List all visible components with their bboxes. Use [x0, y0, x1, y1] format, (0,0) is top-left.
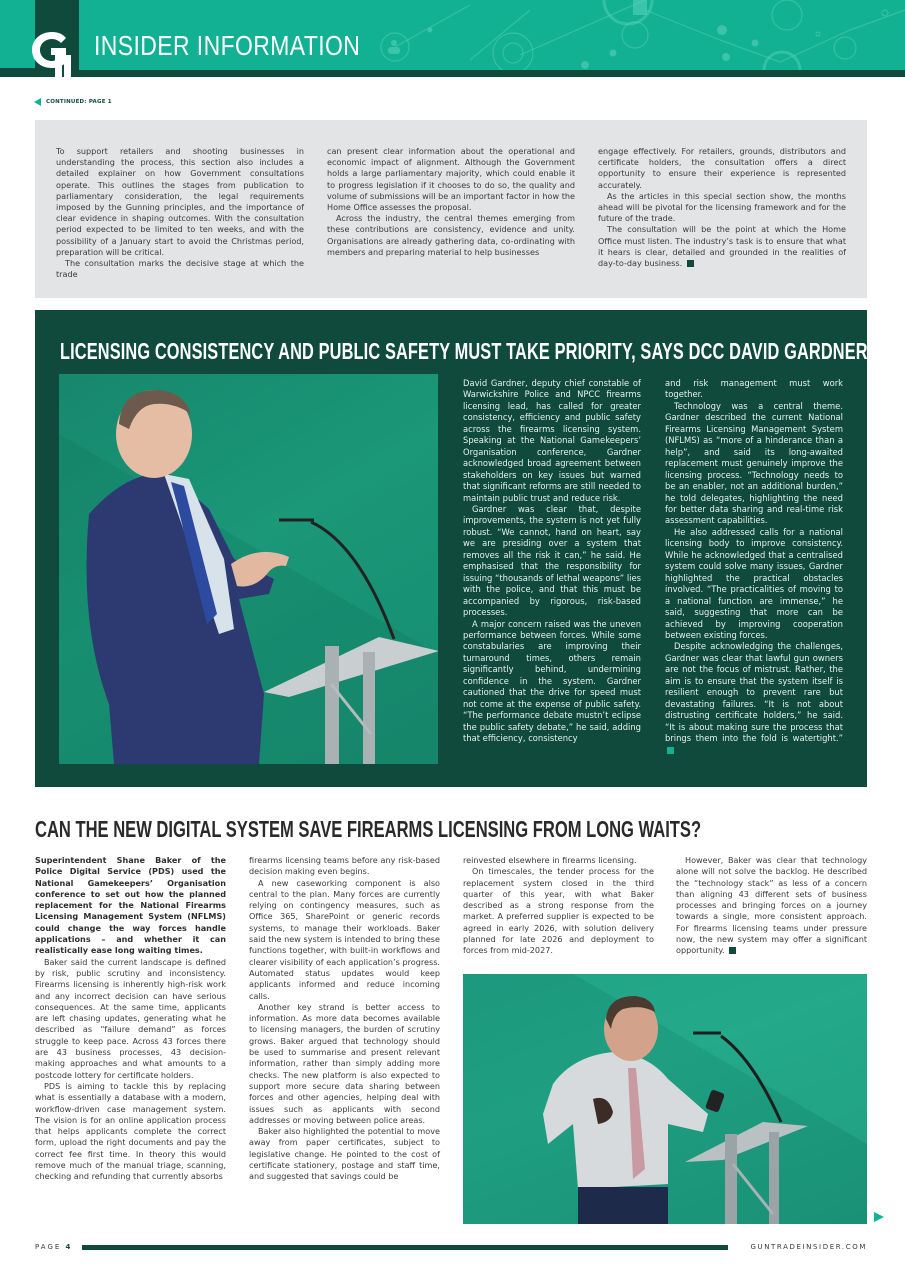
paragraph: As the articles in this special section show, the months ahead will be pivotal for the licensing framework and for the future of the trade. — [598, 190, 846, 224]
section-title: INSIDER INFORMATION — [94, 30, 361, 61]
paragraph: On timescales, the tender process for the replacement system closed in the third quarter of this year, with what Baker described as a strong response from the market. A preferred supplier is expected to be agreed in early 2026, with solution delivery planned for late 2026 and deployment to forces from mid-2027. — [463, 866, 654, 956]
standfirst: Superintendent Shane Baker of the Police Digital Service (PDS) used the National Gamekeepers’ Organisation conference to set out how the planned replacement for the National Firearms Licensing Management System (NFLMS) could change the way forces handle applications – and whether it can realistically ease long waiting times. — [35, 855, 226, 956]
intro-column-2 — [327, 146, 575, 258]
photo-david-gardner — [59, 374, 438, 764]
speaker-illustration-icon — [59, 374, 438, 764]
intro-column-1 — [56, 146, 304, 280]
paragraph: Another key strand is better access to information. As more data becomes available to licensing managers, the burden of scrutiny grows. Baker argued that technology should be used to summarise and present relevant information, rather than simply adding more checks. The new platform is also expected to support more secure data sharing between forces and other agencies, helping deal with issues such as applicants with second addresses or moving between police areas. — [249, 1001, 440, 1125]
footer-rule — [82, 1245, 728, 1250]
intro-continuation-box — [35, 120, 867, 298]
article-column-3 — [463, 855, 654, 957]
article-column-4 — [676, 855, 867, 957]
article-column-1 — [35, 855, 226, 1183]
paragraph: Across the industry, the central themes emerging from these contributions are consistency, evidence and unity. Organisations are already gathering data, co-ordinating with members and preparing material to help businesses — [327, 213, 575, 257]
paragraph: Technology was a central theme. Gardner described the current National Firearms Licensing Management System (NFLMS) as “more of a hinderance than a help”, and said its long-awaited replacement must genuinely improve the licensing process. “Technology needs to be an enabler, not an additional burden,” he told delegates, highlighting the need for better data sharing and real-time risk assessment capabilities. — [665, 400, 843, 526]
paragraph: David Gardner, deputy chief constable of Warwickshire Police and NPCC firearms licensing lead, has called for greater consistency, efficiency and public safety across the firearms licensing system. Speaking at the National Gamekeepers’ Organisation conference, Gardner acknowledged broad agreement between stakeholders on key issues but warned that significant reforms are still needed to maintain public trust and reduce risk. — [463, 378, 641, 503]
arrow-left-icon — [34, 98, 41, 106]
page-number — [35, 1243, 72, 1251]
continue-next-page-arrow-icon[interactable] — [874, 1212, 884, 1222]
paragraph — [676, 855, 867, 957]
paragraph-text: Despite acknowledging the challenges, Gardner was clear that lawful gun owners are not the focus of mistrust. Rather, the aim is to ensure that the system itself is resilient enough to prevent rare but devastating failures. “It is not about distrusting certificate holders,” he said. “It is about making sure the process that brings them into the fold is watertight.” — [665, 641, 843, 744]
article-column-2 — [249, 855, 440, 1183]
gti-logo-icon — [30, 28, 78, 80]
continued-label: CONTINUED: PAGE 1 — [46, 99, 112, 105]
page-label: PAGE — [35, 1243, 62, 1251]
paragraph — [665, 641, 843, 756]
paragraph: The consultation marks the decisive stage at which the trade — [56, 258, 304, 280]
page-number-value: 4 — [65, 1243, 73, 1251]
paragraph: To support retailers and shooting businesses in understanding the process, this section also includes a detailed explainer on how Government consultations operate. This outlines the stages from publication to parliamentary consideration, the legal requirements imposed by the Gunning principles, and the importance of clear evidence in shaping outcomes. With the consultation period expected to be limited to ten weeks, and with the possibility of a January start to avoid the Christmas period, preparation will be critical. — [56, 146, 304, 257]
article-headline: CAN THE NEW DIGITAL SYSTEM SAVE FIREARMS LICENSING FROM LONG WAITS? — [35, 816, 702, 842]
end-of-article-icon — [667, 747, 674, 754]
paragraph: Baker also highlighted the potential to move away from paper certificates, subject to legislative change. He pointed to the cost of certificate stationery, postage and staff time, and suggested that savings could be — [249, 1126, 440, 1182]
speaker-illustration-icon — [463, 974, 867, 1224]
paragraph: Gardner was clear that, despite improvements, the system is not yet fully robust. “We cannot, hand on heart, say we are presiding over a system that removes all the risk it can,” he said. He emphasised that the responsibility for issuing “thousands of lethal weapons” lies with the police, and that this must be accompanied by rigorous, risk-based processes. — [463, 503, 641, 618]
paragraph: reinvested elsewhere in firearms licensing. — [463, 855, 637, 865]
paragraph: Baker said the current landscape is defined by risk, public scrutiny and inconsistency. Firearms licensing is inherently high-risk work and any incorrect decision can have serious consequences. At the same time, applicants are left chasing updates, generating what he described as “failure demand” as forces struggle to keep pace. Across 43 forces there are 43 business processes, 43 decision-making approaches and what amounts to a postcode lottery for certificate holders. — [35, 956, 226, 1080]
paragraph: firearms licensing teams before any risk-based decision making even begins. — [249, 855, 440, 877]
paragraph: and risk management must work together. — [665, 378, 843, 400]
paragraph: engage effectively. For retailers, grounds, distributors and certificate holders, the consultation offers a direct opportunity to ensure their experience is represented accurately. — [598, 146, 846, 190]
paragraph: PDS is aiming to tackle this by replacing what is essentially a database with a modern, workflow-driven case management system. The vision is for an online application process that helps applicants complete the correct form, upload the right documents and pay the correct fee first time. In theory this would remove much of the manual triage, scanning, checking and refunding that currently absorbs — [35, 1080, 226, 1182]
paragraph: A new caseworking component is also central to the plan. Many forces are currently relying on contingency measures, such as Office 365, SharePoint or generic records systems, to manage their workloads. Baker said the new system is intended to bring these functions together, with built-in workflows and clearer visibility of each application’s progress. Automated status updates would keep applicants informed and reduce incoming calls. — [249, 877, 440, 1001]
intro-column-3 — [598, 146, 846, 269]
feature-article-gardner — [35, 310, 867, 787]
paragraph: A major concern raised was the uneven performance between forces. While some constabularies are improving their turnaround times, others remain significantly behind, undermining confidence in the system. Gardner cautioned that the drive for speed must not come at the expense of public safety. “The performance debate mustn’t eclipse the public safety debate,” he said, adding that efficiency, consistency — [463, 618, 641, 744]
paragraph: He also addressed calls for a national licensing body to improve consistency. While he acknowledged that a centralised system could solve many issues, Gardner highlighted the practical obstacles involved. “The practicalities of moving to a national function are immense,” he said, suggesting that more can be achieved by improving cooperation between existing forces. — [665, 526, 843, 640]
paragraph-text: The consultation will be the point at which the Home Office must listen. The industry’s task is to ensure that what it hears is clear, detailed and grounded in the realities of day-to-day business. — [598, 224, 846, 269]
feature-column-2 — [665, 378, 843, 756]
page-footer — [35, 1243, 867, 1253]
end-of-article-icon — [729, 947, 736, 954]
paragraph-text: However, Baker was clear that technology alone will not solve the backlog. He described the “technology stack” as less of a concern than aligning 43 different sets of business processes and bringing forces on a journey towards a single, more consistent approach. For firearms licensing teams under pressure now, the new system may offer a significant opportunity. — [676, 855, 867, 956]
feature-column-1 — [463, 378, 641, 745]
paragraph: can present clear information about the operational and economic impact of alignment. Although the Government holds a large parliamentary majority, which could enable it to progress legislation if it chooses to do so, the quality and volume of submissions will be an important factor in how the Home Office assesses the proposal. — [327, 146, 575, 213]
continued-from-link[interactable] — [34, 98, 112, 106]
feature-headline: LICENSING CONSISTENCY AND PUBLIC SAFETY MUST TAKE PRIORITY, SAYS DCC DAVID GARDNER — [60, 338, 868, 364]
website-link[interactable]: GUNTRADEINSIDER.COM — [750, 1243, 867, 1251]
paragraph — [598, 224, 846, 269]
photo-shane-baker — [463, 974, 867, 1224]
banner-underline — [0, 70, 905, 77]
end-of-article-icon — [687, 260, 694, 267]
